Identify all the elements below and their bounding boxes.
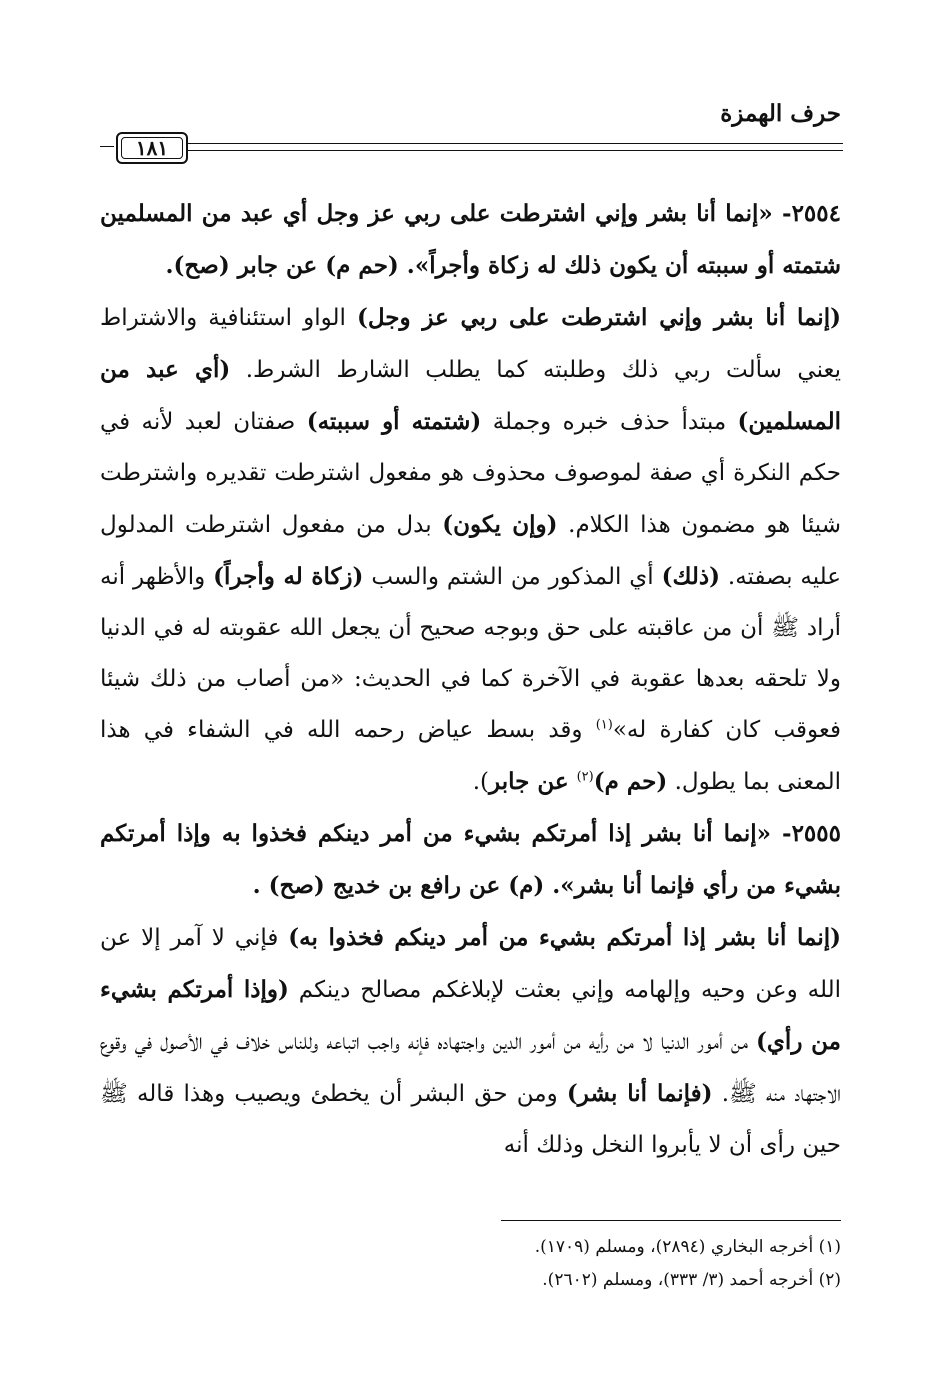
quoted-phrase: (زكاة له وأجراً) [213,563,364,590]
footnote-rule [501,1220,841,1221]
hadith-2555 [100,808,841,912]
footnotes [100,1231,841,1297]
quoted-phrase: (أي عبد من المسلمين) [100,356,841,435]
quoted-phrase: (وإن يكون) [442,511,558,538]
page-number-label: ١٨١ [135,136,169,160]
commentary-text: من أمور الدنيا لا من رأيه من أمور الدين واجتهاده فإنه واجب اتباعه وللناس خلاف في الأصول في وقوع الاجتهاد منه ﷺ. [100,1029,841,1107]
commentary-text: بدل من مفعول اشترطت المدلول عليه بصفته. [100,512,841,590]
running-title: حرف الهمزة [720,100,841,127]
commentary-text: أي المذكور من الشتم والسب [363,564,662,590]
commentary-2554 [100,292,841,808]
main-text [100,188,841,1171]
commentary-text: فإني لا آمر إلا عن الله وعن وحيه وإلهامه وإني بعثت لإبلاغكم مصالح دينكم [100,925,841,1003]
commentary-text: مبتدأ حذف خبره وجملة [481,409,738,435]
hadith-number: ٢٥٥٤- [772,200,841,227]
commentary-text: الواو استئنافية والاشتراط يعني سألت ربي ذلك وطلبته كما يطلب الشارط الشرط. [100,305,842,383]
commentary-text: ومن حق البشر أن يخطئ ويصيب وهذا قاله ﷺ حين رأى أن لا يأبروا النخل وذلك أنه [100,1081,841,1158]
commentary-text: صفتان لعبد لأنه في حكم النكرة أي صفة لموصوف محذوف هو مفعول اشترطت تقديره واشترطت شيئا هو مضمون هذا الكلام. [100,409,841,538]
page-number [116,132,188,164]
commentary-text: وقد بسط عياض رحمه الله في الشفاء في هذا المعنى بما يطول. [100,717,841,795]
commentary-text: ). [472,769,490,795]
hadith-text: «إنما أنا بشر إذا أمرتكم بشيء من أمر دينكم فخذوا به وإذا أمرتكم بشيء من رأي فإنما أنا بشر». (م) عن رافع بن خديج (صح) . [100,820,841,899]
narrator: عن جابر [489,768,577,795]
source-code: (حم م) [593,768,668,795]
header-rule [188,143,843,151]
quoted-phrase: (فإنما أنا بشر) [566,1080,713,1107]
footnote-ref: (١) [595,717,613,733]
hadith-2554 [100,188,841,292]
quoted-phrase: (إنما أنا بشر إذا أمرتكم بشيء من أمر دينكم فخذوا به) [288,924,842,951]
commentary-text: والأظهر أنه أراد ﷺ أن من عاقبته على حق وبوجه صحيح أن يجعل الله عقوبته له في الدنيا ولا تلحقه بعدها عقوبة في الآخرة كما في الحديث: «من أصاب من ذلك شيئا فعوقب كان كفارة له» [100,564,841,743]
hadith-text: «إنما أنا بشر وإني اشترطت على ربي عز وجل أي عبد من المسلمين شتمته أو سببته أن يكون ذلك له زكاة وأجراً». (حم م) عن جابر (صح). [100,200,841,279]
footnote-ref: (٢) [576,769,594,785]
quoted-phrase: (ذلك) [661,563,720,590]
quoted-phrase: (شتمته أو سببته) [306,408,482,435]
footnote-2: (٢) أخرجه أحمد (٣/ ٣٣٣)، ومسلم (٢٦٠٢). [542,1270,841,1290]
hadith-number: ٢٥٥٥- [771,820,841,847]
footnote-1: (١) أخرجه البخاري (٢٨٩٤)، ومسلم (١٧٠٩). [534,1237,841,1257]
quoted-phrase: (إنما أنا بشر وإني اشترطت على ربي عز وجل) [356,304,841,331]
quoted-phrase: (وإذا أمرتكم بشيء من رأي) [100,976,841,1055]
commentary-2555 [100,912,841,1171]
header-rule-end [100,146,114,150]
